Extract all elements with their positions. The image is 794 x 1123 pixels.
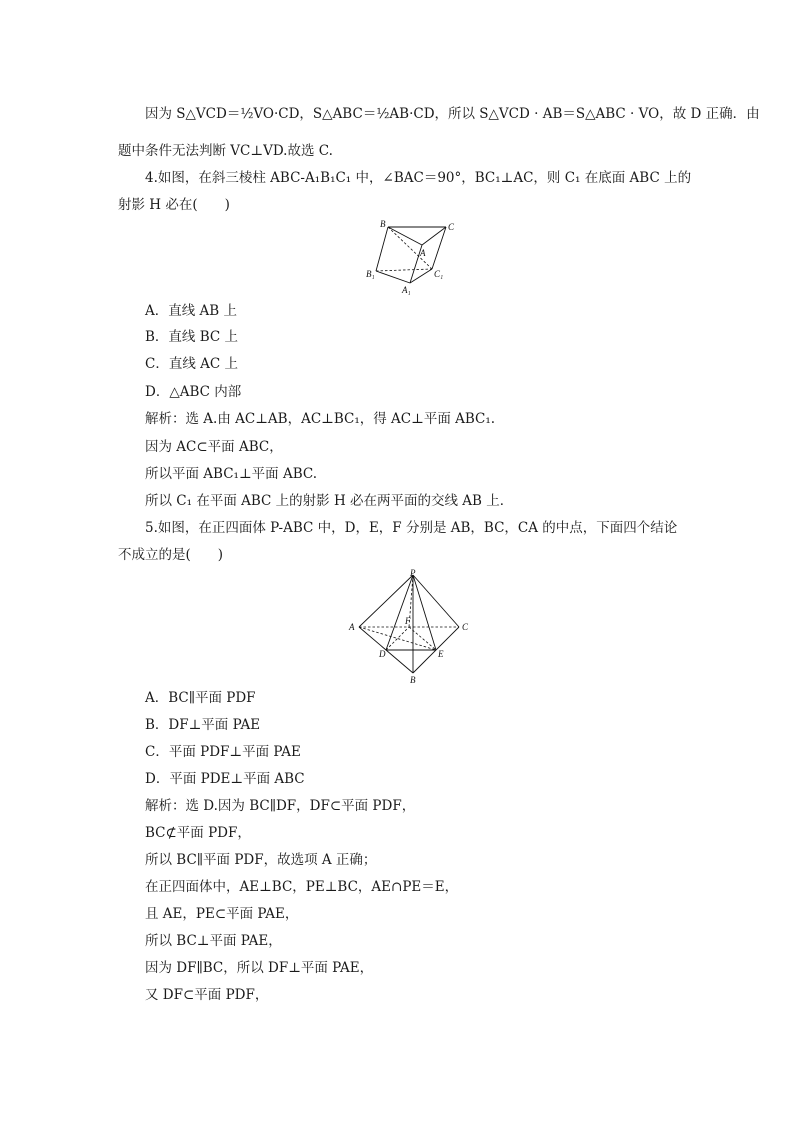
- label-B: B: [410, 675, 416, 685]
- text-line: D．△ABC 内部: [145, 384, 242, 400]
- label-A: A: [420, 248, 426, 258]
- edge-BA: [388, 227, 422, 245]
- label-A: A: [349, 622, 355, 632]
- text-line: 因为 AC⊂平面 ABC，: [145, 439, 283, 455]
- prism-figure: [360, 215, 460, 295]
- text-line: D．平面 PDE⊥平面 ABC: [145, 771, 305, 787]
- text-line: A．BC∥平面 PDF: [145, 690, 256, 706]
- edge-DF-hidden: [386, 627, 409, 650]
- label-B: B: [380, 219, 386, 229]
- text-line: 且 AE，PE⊂平面 PAE，: [145, 906, 299, 922]
- text-line: 又 DF⊂平面 PDF，: [145, 987, 269, 1003]
- label-C: C: [462, 622, 469, 632]
- text-line: C．平面 PDF⊥平面 PAE: [145, 744, 301, 760]
- text-line: 所以 C₁ 在平面 ABC 上的射影 H 必在两平面的交线 AB 上．: [145, 493, 514, 509]
- text-line: 解析：选 A.由 AC⊥AB，AC⊥BC₁，得 AC⊥平面 ABC₁.: [145, 411, 496, 427]
- label-F: F: [405, 616, 411, 626]
- text-line: 题中条件无法判断 VC⊥VD.故选 C.: [118, 143, 333, 159]
- text-line: 射影 H 必在( ): [118, 197, 230, 213]
- label-D: D: [379, 649, 386, 659]
- edge-B1A1: [376, 271, 410, 283]
- text-line: B．直线 BC 上: [145, 329, 239, 345]
- label-E: E: [438, 649, 444, 659]
- edge-AE-hidden: [359, 627, 436, 650]
- label-A1: A₁: [402, 285, 411, 295]
- edge-B1C1-hidden: [376, 269, 432, 271]
- label-C: C: [448, 222, 455, 232]
- text-line: 在正四面体中，AE⊥BC，PE⊥BC，AE∩PE＝E，: [145, 879, 459, 895]
- tetrahedron-figure: [345, 567, 475, 685]
- text-line: 所以 BC⊥平面 PAE，: [145, 933, 282, 949]
- text-line: 因为 S△VCD＝½VO·CD，S△ABC＝½AB·CD，所以 S△VCD · AB＝S△ABC · VO，故 D 正确．由: [145, 106, 760, 122]
- label-C1: C₁: [434, 269, 444, 279]
- text-line: 所以平面 ABC₁⊥平面 ABC.: [145, 466, 317, 482]
- text-line: A．直线 AB 上: [145, 303, 238, 319]
- text-line: 4.如图，在斜三棱柱 ABC-A₁B₁C₁ 中，∠BAC＝90°，BC₁⊥AC，则 C₁ 在底面 ABC 上的: [145, 170, 692, 186]
- text-line: 因为 DF∥BC，所以 DF⊥平面 PAE，: [145, 960, 374, 976]
- text-line: 解析：选 D.因为 BC∥DF，DF⊂平面 PDF，: [145, 798, 416, 814]
- text-line: 不成立的是( ): [118, 547, 224, 563]
- text-line: 所以 BC∥平面 PDF，故选项 A 正确；: [145, 852, 377, 868]
- edge-PE: [413, 575, 436, 650]
- edge-PC: [413, 575, 459, 627]
- edge-CC1: [432, 227, 446, 269]
- edge-BB1: [376, 227, 388, 271]
- text-line: B．DF⊥平面 PAE: [145, 717, 261, 733]
- label-B1: B₁: [366, 269, 375, 279]
- text-line: 5.如图，在正四面体 P-ABC 中，D，E，F 分别是 AB，BC，CA 的中点，下面四个结论: [145, 520, 678, 536]
- text-line: C．直线 AC 上: [145, 356, 238, 372]
- label-P: P: [410, 568, 416, 578]
- text-line: BC⊄平面 PDF，: [145, 825, 251, 841]
- edge-AC: [422, 227, 446, 245]
